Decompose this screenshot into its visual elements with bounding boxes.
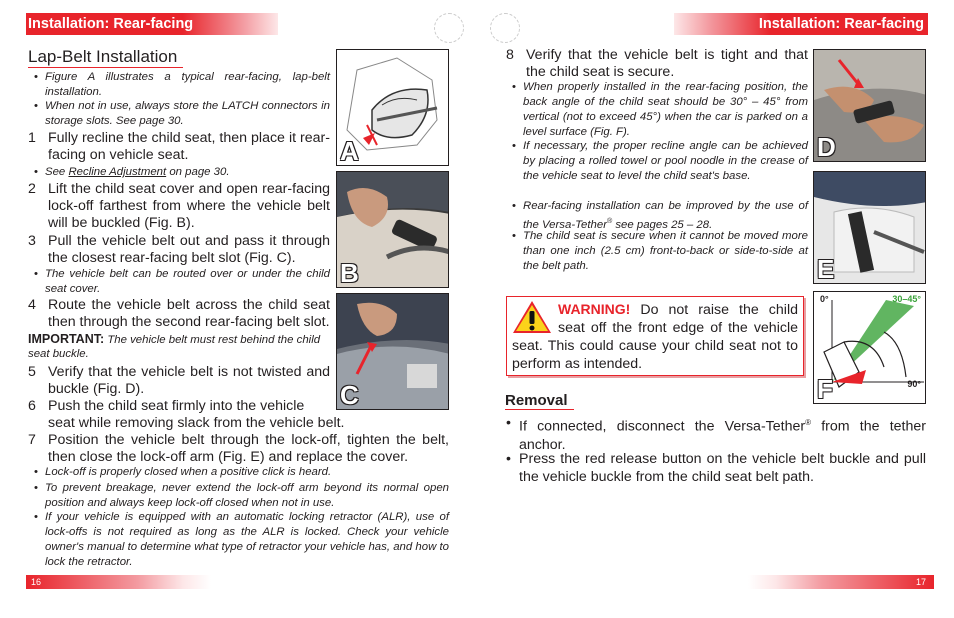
list-item: • If your vehicle is equipped with an automatic locking retractor (ALR), use of lock-offs is not required as long as the ALR is locked. Check your vehicle owner's manual to determine what type of retractor your vehicle has, and how to lock the retractor. bbox=[34, 511, 449, 568]
warning-box bbox=[506, 296, 804, 376]
list-item: • If connected, disconnect the Versa-Tether® from the tether anchor. bbox=[506, 415, 927, 453]
angle-label-zero: 0° bbox=[820, 294, 829, 304]
section-title-removal: Removal bbox=[505, 392, 574, 410]
figure-f bbox=[813, 291, 926, 404]
list-item: • Figure A illustrates a typical rear-facing, lap-belt installation. bbox=[34, 71, 330, 98]
figure-b bbox=[336, 171, 449, 288]
figure-label: B bbox=[340, 258, 359, 288]
figure-label: D bbox=[817, 132, 836, 162]
registration-mark bbox=[490, 13, 520, 43]
list-item: • If necessary, the proper recline angle can be achieved by placing a rolled towel or pool noodle in the crease of the vehicle seat to level the child seat's base. bbox=[512, 140, 808, 182]
step-8: 8 Verify that the vehicle belt is tight and that the child seat is secure. bbox=[506, 47, 808, 80]
page-header-left: Installation: Rear-facing bbox=[26, 13, 278, 35]
warning-icon bbox=[512, 300, 552, 334]
list-item: • When properly installed in the rear-facing position, the back angle of the child seat should be 30° – 45° from vertical (not to exceed 45°) when the car is parked on a level surface (Fig. F). bbox=[512, 81, 808, 138]
warning-text: Do not raise the child seat off the front edge of the vehicle seat. This could cause your child seat not to perform as intended. bbox=[512, 302, 798, 372]
step-2: 2 Lift the child seat cover and open rear-facing lock-off farthest from where the vehicle belt will be buckled (Fig. B). bbox=[28, 181, 330, 231]
step-6: 6 Push the child seat firmly into the vehicle bbox=[28, 398, 305, 414]
step-4: 4 Route the vehicle belt across the child seat then through the second rear-facing belt slot. bbox=[28, 297, 330, 330]
figure-label: F bbox=[817, 374, 833, 404]
angle-label-ninety: 90° bbox=[907, 379, 921, 389]
list-item: • See Recline Adjustment on page 30. bbox=[34, 166, 230, 178]
list-item: • When not in use, always store the LATCH connectors in storage slots. See page 30. bbox=[34, 100, 330, 127]
list-item: • Lock-off is properly closed when a positive click is heard. bbox=[34, 466, 332, 478]
page-number-left: 16 bbox=[26, 575, 211, 589]
figure-label: C bbox=[340, 380, 359, 410]
warning-label: WARNING! bbox=[558, 301, 631, 317]
figure-c bbox=[336, 293, 449, 410]
step-7: 7 Position the vehicle belt through the lock-off, tighten the belt, then close the lock-off arm (Fig. E) and replace the cover. bbox=[28, 432, 449, 465]
figure-label: E bbox=[817, 254, 835, 284]
registration-mark bbox=[434, 13, 464, 43]
step-1: 1 Fully recline the child seat, then place it rear-facing on vehicle seat. bbox=[28, 130, 330, 163]
list-item: • The vehicle belt can be routed over or under the child seat cover. bbox=[34, 268, 330, 295]
figure-d bbox=[813, 49, 926, 162]
figure-label: A bbox=[340, 136, 359, 166]
angle-label-range: 30–45° bbox=[892, 294, 921, 304]
list-item: • The child seat is secure when it cannot be moved more than one inch (2.5 cm) front-to-back or side-to-side at the belt path. bbox=[512, 230, 808, 272]
figure-e bbox=[813, 171, 926, 284]
page-header-right: Installation: Rear-facing bbox=[674, 13, 928, 35]
list-item: • Press the red release button on the vehicle belt buckle and pull the vehicle buckle from the child seat belt path. bbox=[506, 451, 926, 485]
recline-adjustment-link[interactable]: Recline Adjustment bbox=[68, 166, 167, 178]
step-6-continued: seat while removing slack from the vehicle belt. bbox=[48, 415, 345, 431]
step-3: 3 Pull the vehicle belt out and pass it through the closest rear-facing belt slot (Fig. C). bbox=[28, 233, 330, 266]
list-item: • To prevent breakage, never extend the lock-off arm beyond its normal open position and always keep lock-off closed when not in use. bbox=[34, 482, 449, 509]
list-item: • Rear-facing installation can be improved by the use of the Versa-Tether® see pages 25 – 28. bbox=[512, 200, 808, 231]
important-note: IMPORTANT: The vehicle belt must rest behind the child seat buckle. bbox=[28, 332, 321, 360]
figure-a bbox=[336, 49, 449, 166]
step-5: 5 Verify that the vehicle belt is not twisted and buckle (Fig. D). bbox=[28, 364, 330, 397]
section-title-lap-belt: Lap-Belt Installation bbox=[28, 47, 183, 68]
page-number-right: 17 bbox=[748, 575, 934, 589]
